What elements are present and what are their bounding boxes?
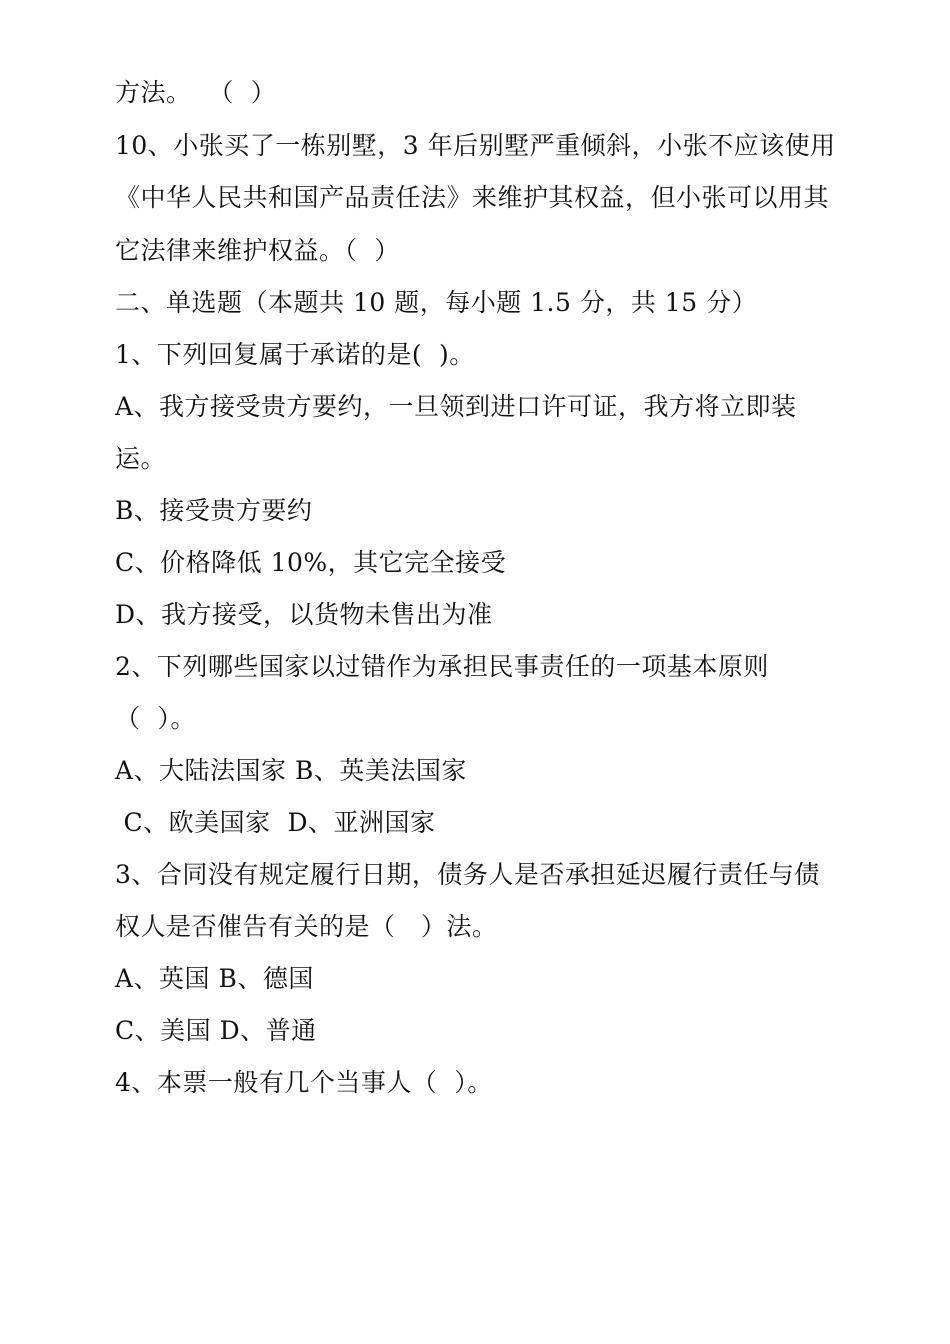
option-text: A、我方接受贵方要约，一旦领到进口许可证，我方将立即装 — [115, 392, 797, 421]
option-text: 运。 — [115, 444, 167, 473]
text-line: 方法。 （ ） — [115, 78, 277, 107]
question-text: （ ）。 — [115, 704, 196, 733]
option-text: B、接受贵方要约 — [115, 496, 313, 525]
question-text: 4、本票一般有几个当事人（ ）。 — [115, 1068, 493, 1097]
option-text: C、价格降低 10%，其它完全接受 — [115, 548, 507, 577]
option-text: C、欧美国家 D、亚洲国家 — [115, 808, 436, 837]
option-text: C、美国 D、普通 — [115, 1016, 317, 1045]
question-text: 2、下列哪些国家以过错作为承担民事责任的一项基本原则 — [115, 652, 769, 681]
text-line: 《中华人民共和国产品责任法》来维护其权益，但小张可以用其 — [115, 183, 830, 212]
option-text: A、大陆法国家 B、英美法国家 — [115, 756, 467, 785]
text-line: 它法律来维护权益。（ ） — [115, 236, 400, 265]
question-text: 权人是否催告有关的是（ ）法。 — [115, 912, 498, 941]
option-text: A、英国 B、德国 — [115, 964, 314, 993]
section-heading: 二、单选题（本题共 10 题，每小题 1.5 分，共 15 分） — [115, 288, 758, 317]
question-text: 1、下列回复属于承诺的是( )。 — [115, 340, 475, 369]
text-line: 10、小张买了一栋别墅，3 年后别墅严重倾斜，小张不应该使用 — [115, 131, 836, 160]
question-text: 3、合同没有规定履行日期，债务人是否承担延迟履行责任与债 — [115, 860, 820, 889]
option-text: D、我方接受，以货物未售出为准 — [115, 600, 493, 629]
